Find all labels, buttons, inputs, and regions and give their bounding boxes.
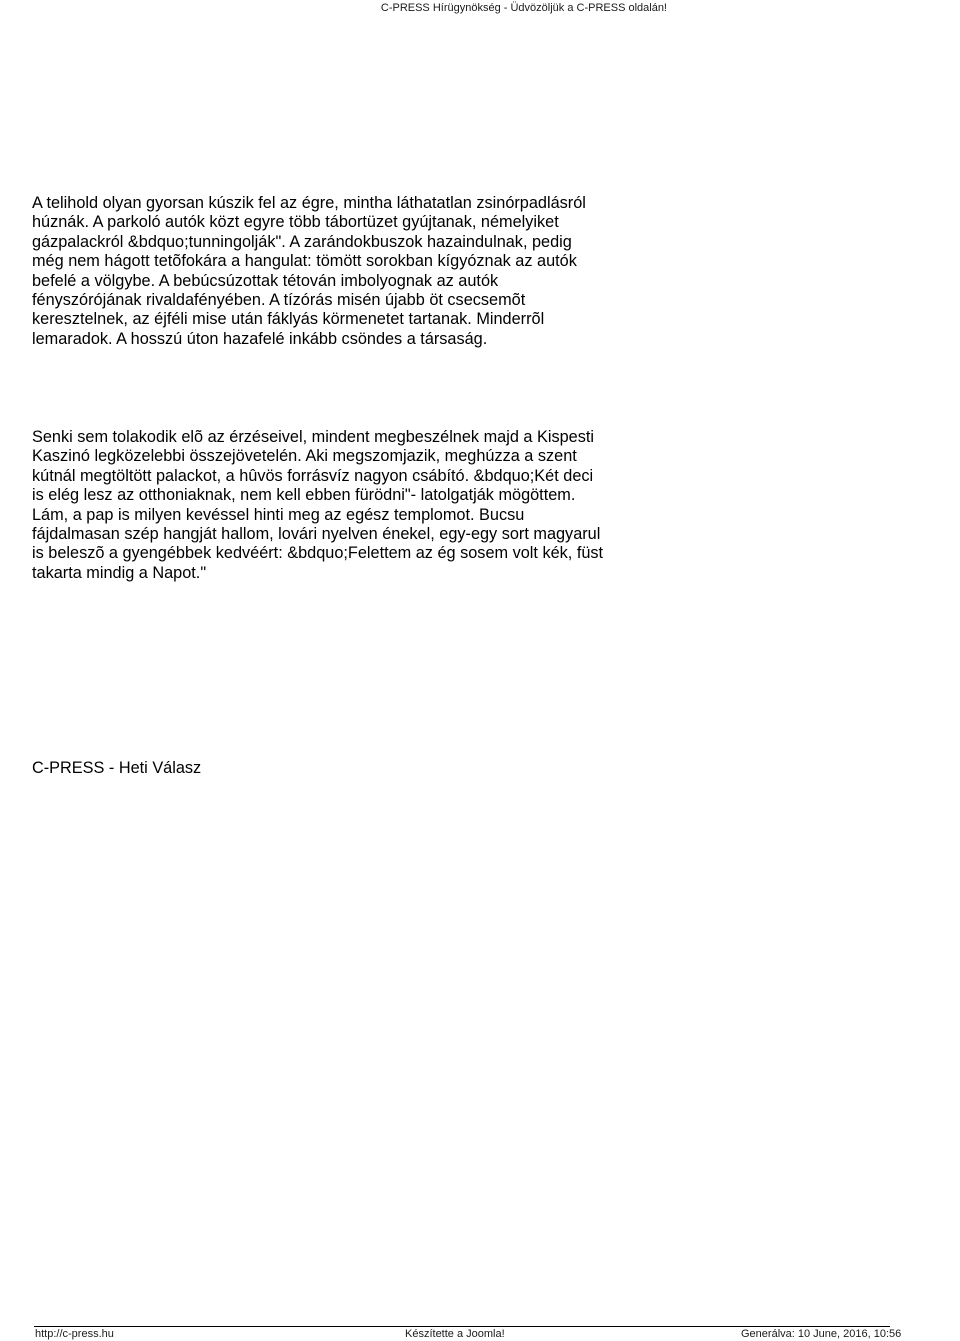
page-header-title: C-PRESS Hírügynökség - Üdvözöljük a C-PRESS oldalán! (380, 2, 667, 14)
article-paragraph: A telihold olyan gyorsan kúszik fel az égre, mintha láthatatlan zsinórpadlásról húznák. A parkoló autók közt egyre több tábortüzet gyújtanak, némelyiket gázpalackról &bdquo;tunningolják". A zarándokbuszok hazaindulnak, pedig még nem hágott tetõfokára a hangulat: tömött sorokban kígyóznak az autók befelé a völgybe. A bebúcsúzottak tétován imbolyognak az autók fényszórójának rivaldafényében. A tízórás misén újabb öt csecsemõt keresztelnek, az éjféli mise után fáklyás körmenetet tartanak. Minderrõl lemaradok. A hosszú úton hazafelé inkább csöndes a társaság. (32, 194, 586, 348)
article-paragraph-2-container (32, 428, 602, 583)
article-paragraph-1-container (32, 194, 602, 349)
page-footer (0, 1326, 960, 1341)
footer-site-url[interactable]: http://c-press.hu (35, 1328, 114, 1340)
footer-generated-date: Generálva: 10 June, 2016, 10:56 (741, 1328, 902, 1340)
article-paragraph: Senki sem tolakodik elõ az érzéseivel, mindent megbeszélnek majd a Kispesti Kaszinó legközelebbi összejövetelén. Aki megszomjazik, meghúzza a szent kútnál megtöltött palackot, a hûvös forrásvíz nagyon csábító. &bdquo;Két deci is elég lesz az otthoniaknak, nem kell ebben fürödni"- latolgatják mögöttem. Lám, a pap is milyen kevéssel hinti meg az egész templomot. Bucsu fájdalmasan szép hangját hallom, lovári nyelven énekel, egy-egy sort magyarul is beleszõ a gyengébbek kedvéért: &bdquo;Felettem az ég sosem volt kék, füst takarta mindig a Napot." (32, 428, 604, 582)
footer-made-with: Készítette a Joomla! (405, 1328, 505, 1340)
article-source: C-PRESS - Heti Válasz (32, 759, 202, 777)
